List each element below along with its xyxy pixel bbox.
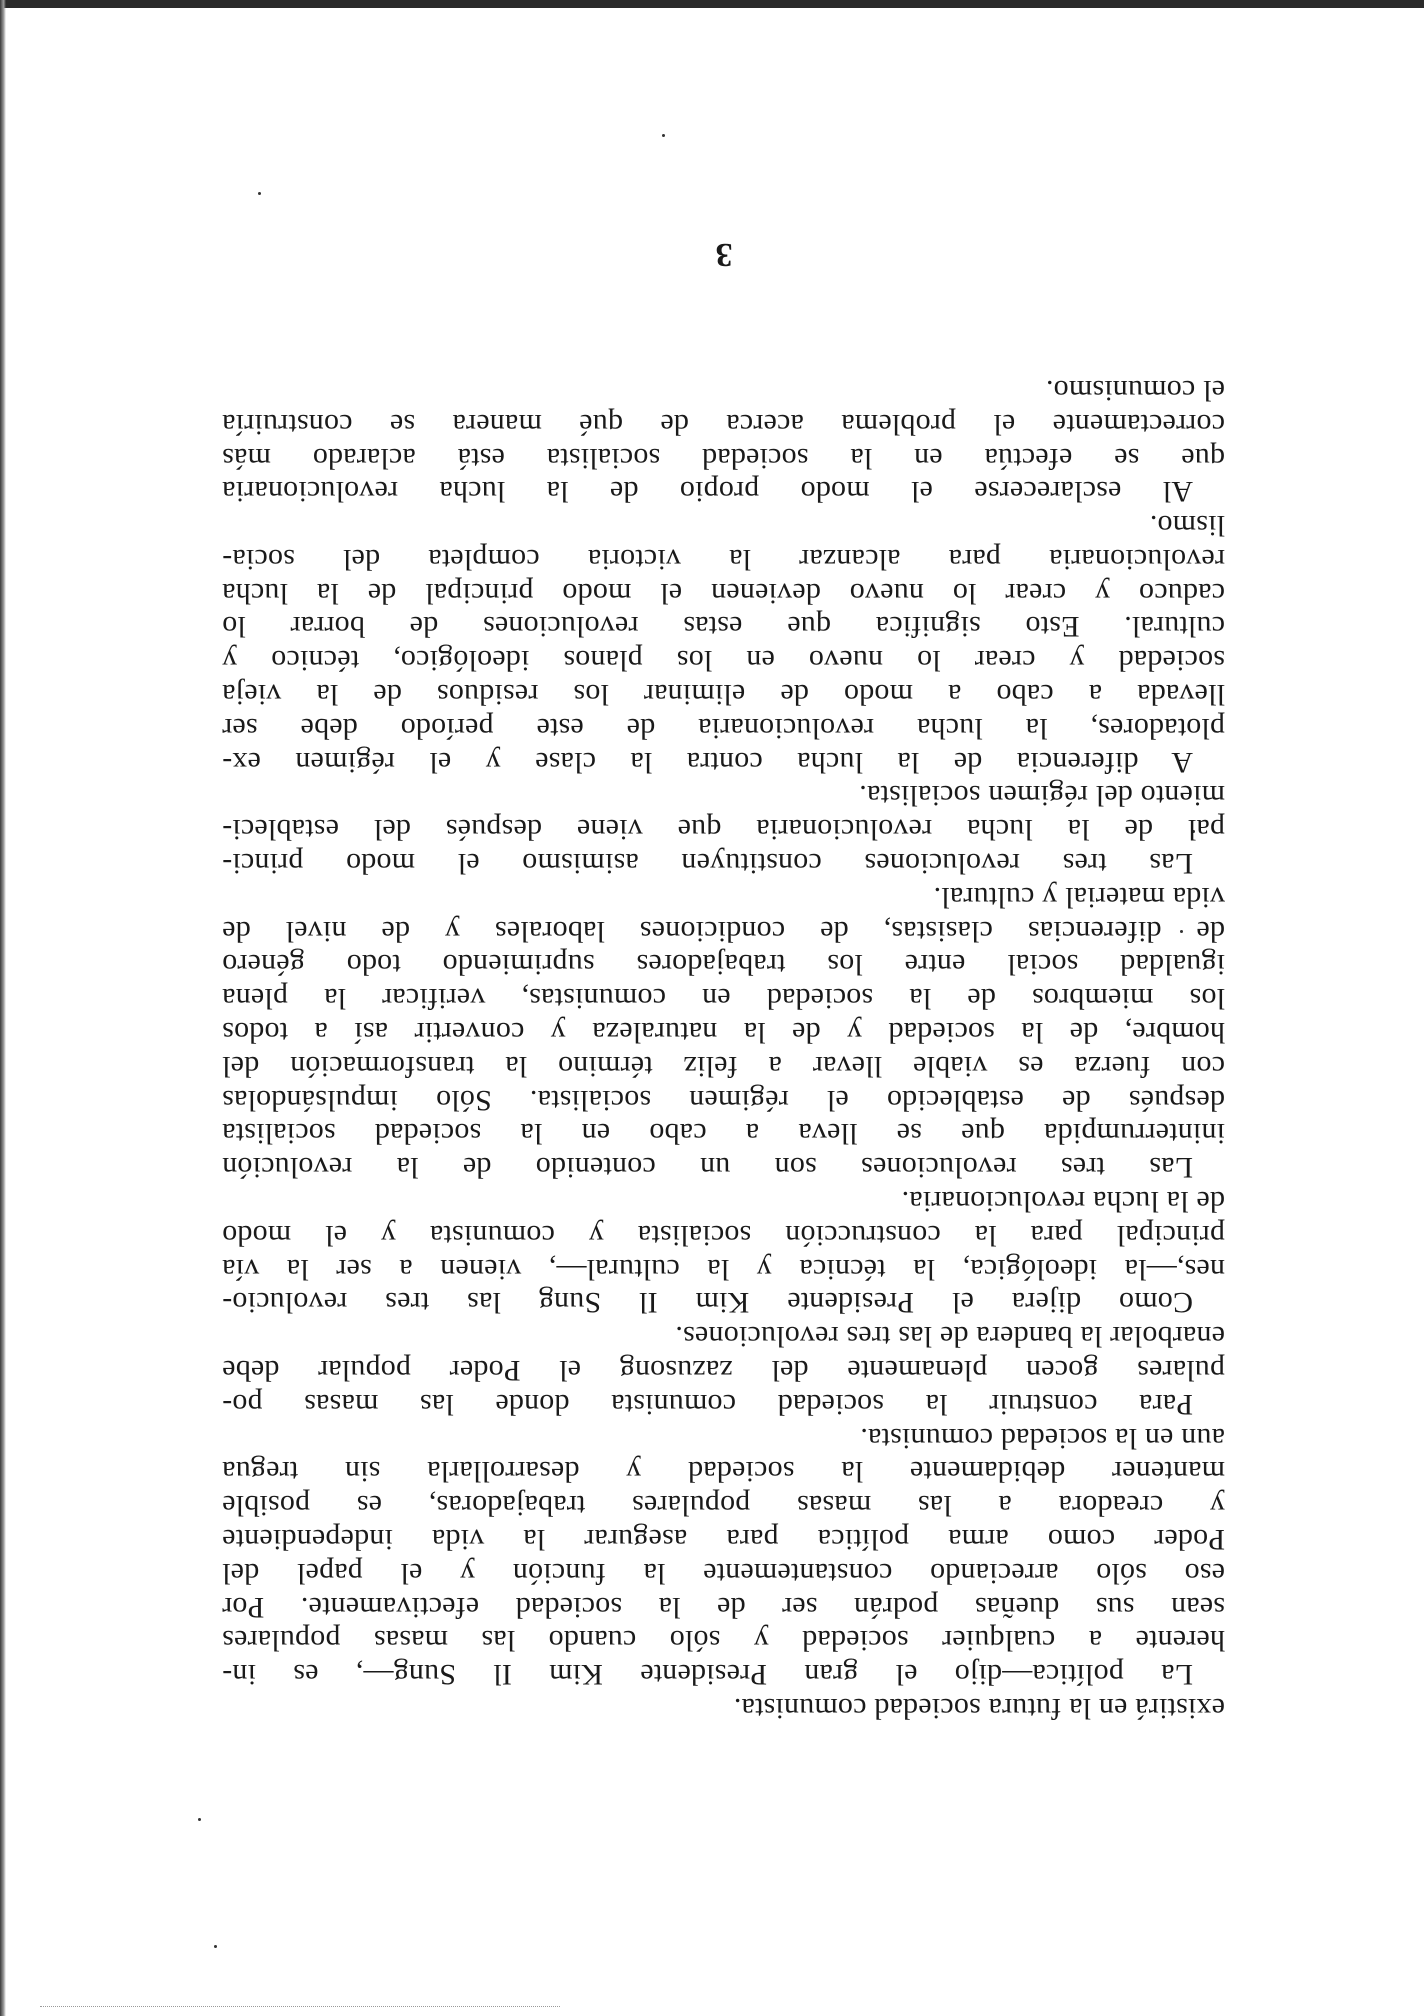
text-line: Las tres revoluciones son un contenido de la revolución (222, 1151, 1193, 1185)
text-line: el comunismo. (1045, 373, 1225, 407)
text-line: nes,—la ideológica, la técnica y la cultural—, vienen a ser la vía (222, 1252, 1225, 1286)
text-line: A diferencia de la lucha contra la clase y el régimen ex- (222, 745, 1193, 779)
text-line: Como dijera el Presidente Kim Il Sung las tres revolucio- (222, 1286, 1193, 1320)
text-line: mantener debidamente la sociedad y desarrollarla sin tregua (222, 1455, 1225, 1489)
text-line: Poder como arma política para asegurar la vida independiente (222, 1523, 1225, 1557)
body-text (222, 373, 1225, 1725)
text-line: pulares gocen plenamente del zazusong el Poder popular debe (222, 1354, 1225, 1388)
text-line: aun en la sociedad comunista. (860, 1421, 1225, 1455)
text-line: miento del régimen socialista. (859, 779, 1225, 813)
text-line: caduco y crear lo nuevo devienen el modo principal de la lucha (222, 576, 1225, 610)
text-line: con fuerza es viable llevar a feliz término la transformación del (222, 1049, 1225, 1083)
text-line: ininterrumpida que se lleva a cabo en la sociedad socialista (222, 1117, 1225, 1151)
text-line: sociedad y crear lo nuevo en los planos ideológico, técnico y (222, 644, 1225, 678)
page-number: 3 (715, 236, 733, 273)
text-line: existirá en la futura sociedad comunista. (733, 1692, 1225, 1725)
text-line: La política—dijo el gran Presidente Kim Il Sung—, es in- (222, 1658, 1193, 1692)
text-line: pal de la lucha revolucionaria que viene después del estableci- (222, 813, 1225, 847)
text-line: eso sólo arreciando constantemente la función y el papel del (222, 1556, 1225, 1590)
text-line: vida material y cultural. (933, 880, 1225, 914)
text-line: correctamente el problema acerca de qué manera se construiría (222, 407, 1225, 441)
text-line: cultural. Esto significa que estas revoluciones de borrar lo (222, 610, 1225, 644)
text-line: y creadora a las masas populares trabajadoras, es posible (222, 1489, 1225, 1523)
text-line: lismo. (1149, 509, 1225, 543)
text-line: principal para la construcción socialista y comunista y el modo (222, 1218, 1225, 1252)
text-line: de diferencias clasistas, de condiciones laborales y de nivel de (222, 914, 1225, 948)
text-line: Al esclarecerse el modo propio de la lucha revolucionaria (222, 475, 1193, 509)
text-line: Para construir la sociedad comunista donde las masas po- (222, 1387, 1193, 1421)
text-line: herente a cualquier sociedad y sólo cuando las masas populares (222, 1624, 1225, 1658)
text-line: hombre, de la sociedad y de la naturaleza y convertir así a todos (222, 1016, 1225, 1050)
text-line: enarbolar la bandera de las tres revoluciones. (675, 1320, 1225, 1354)
text-line: los miembros de la sociedad en comunistas, verificar la plena (222, 982, 1225, 1016)
text-line: Las tres revoluciones constituyen asimismo el modo princi- (222, 847, 1193, 881)
text-line: sean sus dueñas podrán ser de la sociedad efectivamente. Por (222, 1590, 1225, 1624)
text-line: igualdad social entre los trabajadores suprimiendo todo género (222, 948, 1225, 982)
text-line: plotadores, la lucha revolucionaria de este período debe ser (222, 711, 1225, 745)
text-line: de la lucha revolucionaria. (901, 1185, 1225, 1219)
text-line: revolucionaria para alcanzar la victoria completa del socia- (222, 542, 1225, 576)
text-line: llevada a cabo a modo de eliminar los residuos de la vieja (222, 678, 1225, 712)
text-line: después de establecido el régimen socialista. Sólo impulsándolas (222, 1083, 1225, 1117)
text-line: que se efectúa en la sociedad socialista está aclarado más (222, 441, 1225, 475)
